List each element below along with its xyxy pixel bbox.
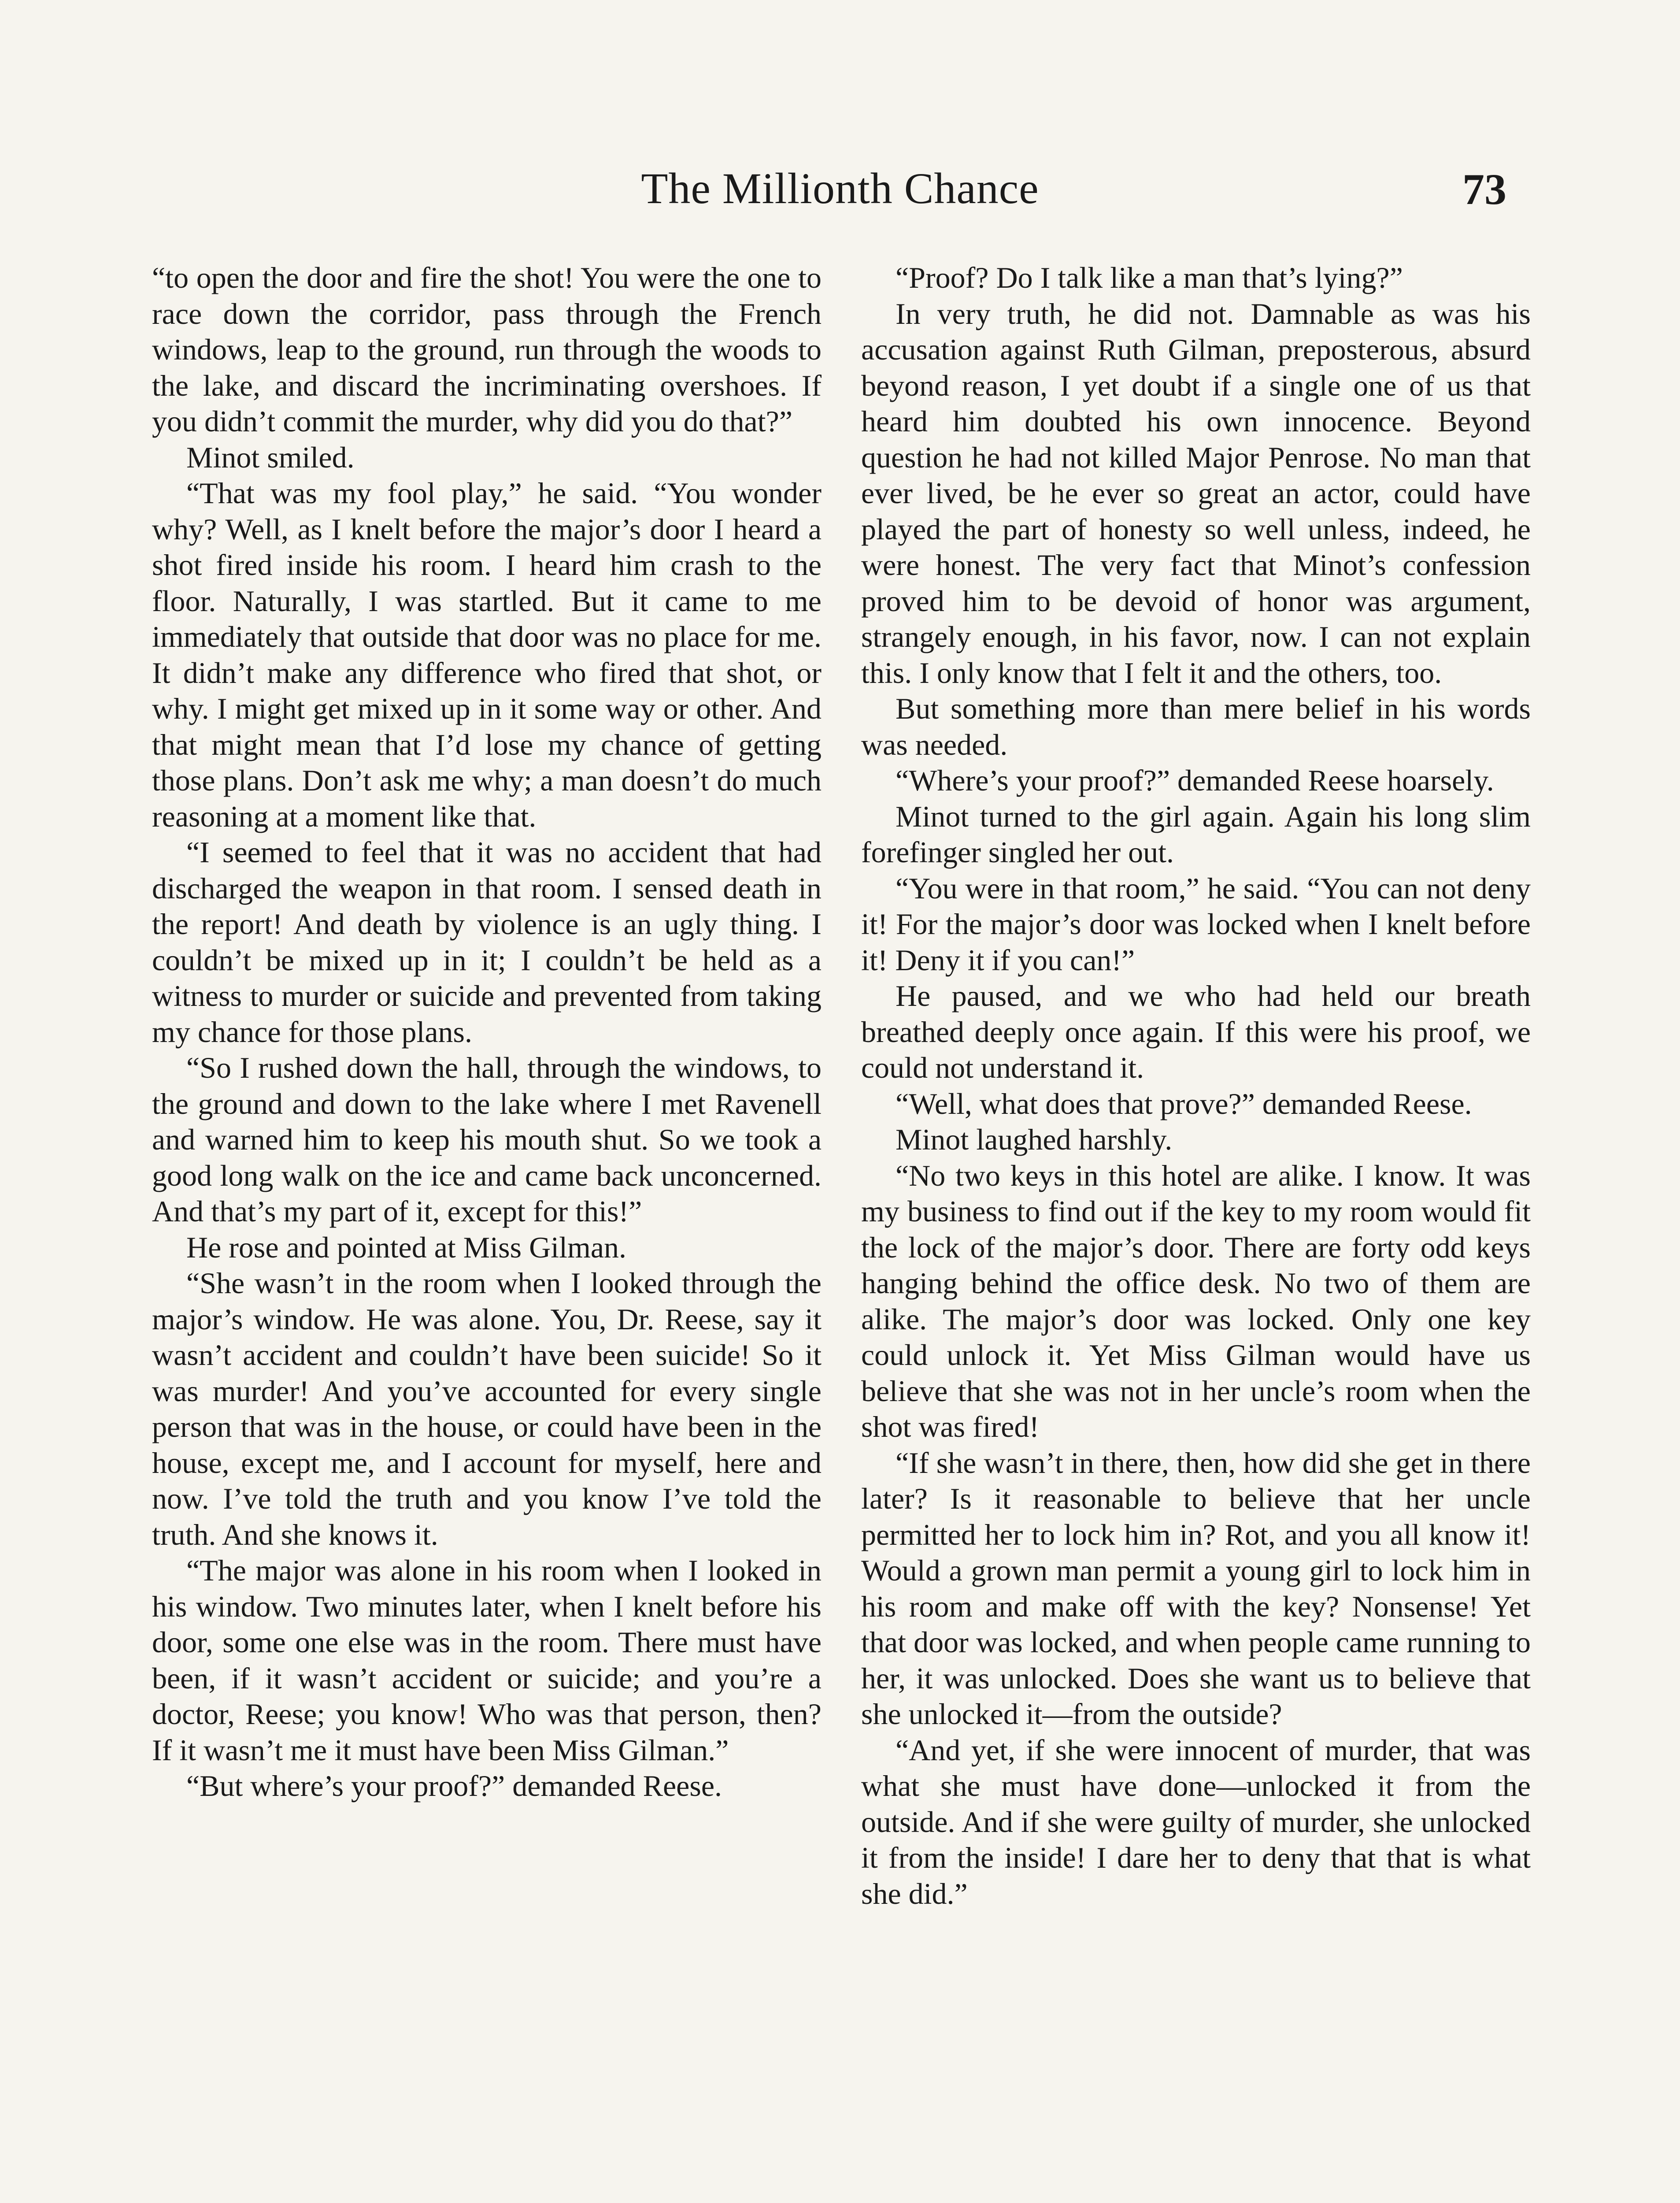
paragraph: “But where’s your proof?” demanded Reese.	[186, 1769, 722, 1802]
paragraph: “So I rushed down the hall, through the windows, to the ground and down to the lake where I met Ravenell and warned him to keep his mouth shut. So we took a good long walk on the ice and came back unconcerned. And that’s my part of it, except for this!”	[152, 1051, 821, 1228]
paragraph: “Where’s your proof?” demanded Reese hoarsely.	[896, 764, 1494, 797]
paragraph: “If she wasn’t in there, then, how did she get in there later? Is it reasonable to believe that her uncle permitted her to lock him in? Rot, and you all know it! Would a grown man permit a young girl to lock him in his room and make off with the key? Nonsense! Yet that door was locked, and when people came running to her, it was unlocked. Does she want us to believe that she unlocked it—from the outside?	[861, 1446, 1531, 1731]
paragraph: “The major was alone in his room when I looked in his window. Two minutes later, when I knelt before his door, some one else was in the room. There must have been, if it wasn’t accident or suicide; and you’re a doctor, Reese; you know! Who was that person, then? If it wasn’t me it must have been Miss Gilman.”	[152, 1554, 821, 1767]
paragraph: Minot laughed harshly.	[896, 1123, 1173, 1156]
page-number: 73	[1462, 165, 1506, 214]
paragraph: “Proof? Do I talk like a man that’s lying?”	[896, 261, 1403, 294]
paragraph: Minot smiled.	[186, 440, 355, 474]
paragraph: “That was my fool play,” he said. “You wonder why? Well, as I knelt before the major’s door I heard a shot fired inside his room. I heard him crash to the floor. Naturally, I was startled. But it came to me immediately that outside that door was no place for me. It didn’t make any difference who fired that shot, or why. I might get mixed up in it some way or other. And that might mean that I’d lose my chance of getting those plans. Don’t ask me why; a man doesn’t do much reasoning at a moment like that.	[152, 476, 821, 833]
paragraph: “And yet, if she were innocent of murder, that was what she must have done—unlocked it from the outside. And if she were guilty of murder, she unlocked it from the inside! I dare her to deny that that is what she did.”	[861, 1733, 1531, 1910]
paragraph: “I seemed to feel that it was no accident that had discharged the weapon in that room. I sensed death in the report! And death by violence is an ugly thing. I couldn’t be mixed up in it; I couldn’t be held as a witness to murder or suicide and prevented from taking my chance for those plans.	[152, 835, 821, 1049]
text-columns	[152, 260, 1531, 1912]
paragraph: “No two keys in this hotel are alike. I know. It was my business to find out if the key to my room would fit the lock of the major’s door. There are forty odd keys hanging behind the office desk. No two of them are alike. The major’s door was locked. Only one key could unlock it. Yet Miss Gilman would have us believe that she was not in her uncle’s room when the shot was fired!	[861, 1158, 1531, 1443]
left-column	[152, 260, 821, 1912]
paragraph: But something more than mere belief in his words was needed.	[861, 692, 1531, 761]
paragraph: “Well, what does that prove?” demanded Reese.	[896, 1087, 1472, 1120]
page-header	[0, 163, 1680, 225]
paragraph: “She wasn’t in the room when I looked through the major’s window. He was alone. You, Dr. Reese, say it wasn’t accident and couldn’t have been suicide! So it was murder! And you’ve accounted for every single person that was in the house, or could have been in the house, except me, and I account for myself, here and now. I’ve told the truth and you know I’ve told the truth. And she knows it.	[152, 1266, 821, 1551]
paragraph: He rose and pointed at Miss Gilman.	[186, 1230, 627, 1264]
paragraph: Minot turned to the girl again. Again his long slim forefinger singled her out.	[861, 799, 1531, 869]
paragraph: He paused, and we who had held our breath breathed deeply once again. If this were his proof, we could not understand it.	[861, 979, 1531, 1084]
page-title: The Millionth Chance	[641, 164, 1039, 213]
right-column	[861, 260, 1531, 1912]
paragraph: “You were in that room,” he said. “You can not deny it! For the major’s door was locked when I knelt before it! Deny it if you can!”	[861, 871, 1531, 977]
paragraph: In very truth, he did not. Damnable as was his accusation against Ruth Gilman, preposterous, absurd beyond reason, I yet doubt if a single one of us that heard him doubted his own innocence. Beyond question he had not killed Major Penrose. No man that ever lived, be he ever so great an actor, could have played the part of honesty so well unless, indeed, he were honest. The very fact that Minot’s confession proved him to be devoid of honor was argument, strangely enough, in his favor, now. I can not explain this. I only know that I felt it and the others, too.	[861, 297, 1531, 690]
paragraph: “to open the door and fire the shot! You were the one to race down the corridor, pass through the French windows, leap to the ground, run through the woods to the lake, and discard the incriminating overshoes. If you didn’t commit the murder, why did you do that?”	[152, 261, 821, 438]
